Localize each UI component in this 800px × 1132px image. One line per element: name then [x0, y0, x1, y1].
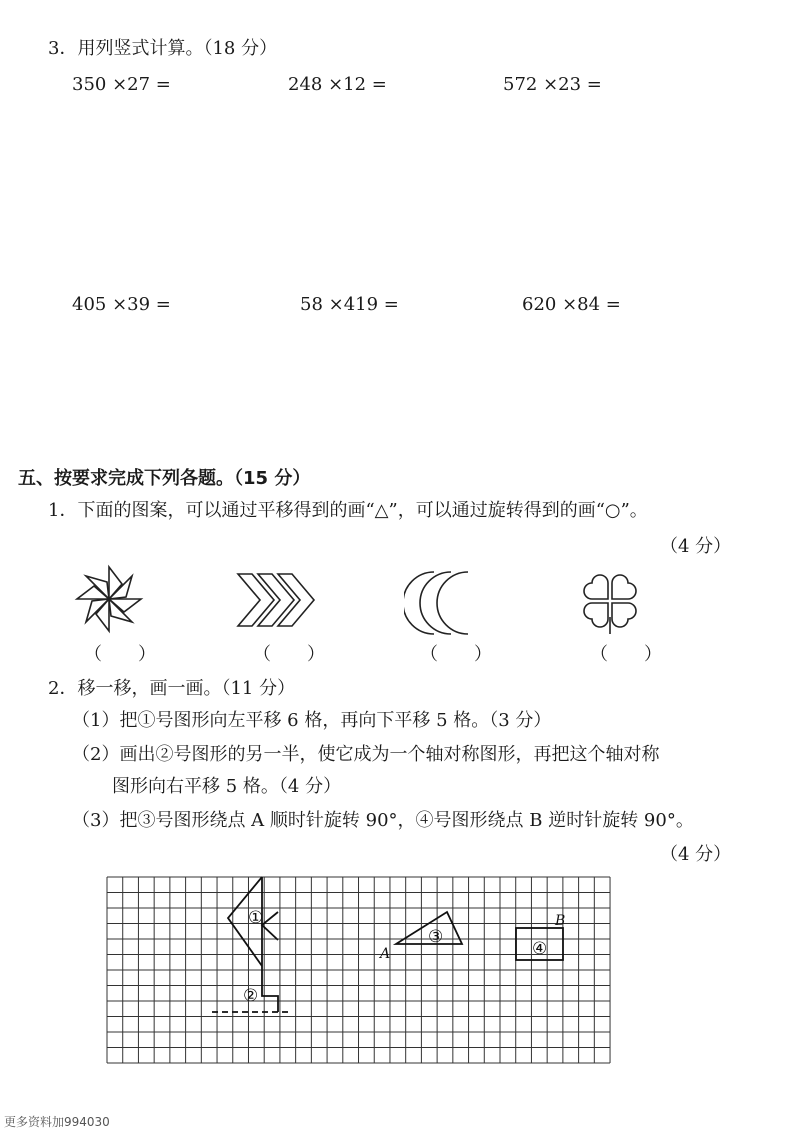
- grid-label-3: ③: [428, 927, 444, 947]
- point-b-label: B: [555, 913, 566, 929]
- section5-heading: 五、按要求完成下列各题。（15 分）: [18, 468, 311, 489]
- problem-5: 58 ×419 =: [300, 294, 399, 315]
- q5-2-part2a: （2）画出②号图形的另一半，使它成为一个轴对称图形，再把这个轴对称: [72, 744, 660, 765]
- q5-2-title: 2．移一移，画一画。（11 分）: [48, 678, 296, 699]
- problem-3: 572 ×23 =: [503, 74, 602, 95]
- grid-label-2: ②: [243, 986, 259, 1006]
- grid-label-1: ①: [248, 908, 264, 928]
- q5-2-part1: （1）把①号图形向左平移 6 格，再向下平移 5 格。（3 分）: [72, 710, 552, 731]
- problem-4: 405 ×39 =: [72, 294, 171, 315]
- problem-6: 620 ×84 =: [522, 294, 621, 315]
- q5-2-part2b: 图形向右平移 5 格。（4 分）: [112, 776, 342, 797]
- answer-blank-2[interactable]: （ ）: [253, 644, 325, 665]
- q5-2-part3: （3）把③号图形绕点 A 顺时针旋转 90°，④号图形绕点 B 逆时针旋转 90°。: [72, 810, 694, 831]
- answer-blank-3[interactable]: （ ）: [420, 644, 492, 665]
- answer-blank-4[interactable]: （ ）: [590, 644, 662, 665]
- q5-1-text: 1．下面的图案，可以通过平移得到的画“△”，可以通过旋转得到的画“○”。: [48, 500, 648, 521]
- q5-1-points: （4 分）: [660, 536, 732, 557]
- q3-title: 3．用列竖式计算。（18 分）: [48, 38, 278, 59]
- problem-2: 248 ×12 =: [288, 74, 387, 95]
- grid-label-4: ④: [532, 939, 548, 959]
- problem-1: 350 ×27 =: [72, 74, 171, 95]
- q5-2-points: （4 分）: [660, 844, 732, 865]
- point-a-label: A: [380, 946, 391, 962]
- footer-note: 更多资料加994030: [4, 1115, 110, 1129]
- answer-blank-1[interactable]: （ ）: [84, 644, 156, 665]
